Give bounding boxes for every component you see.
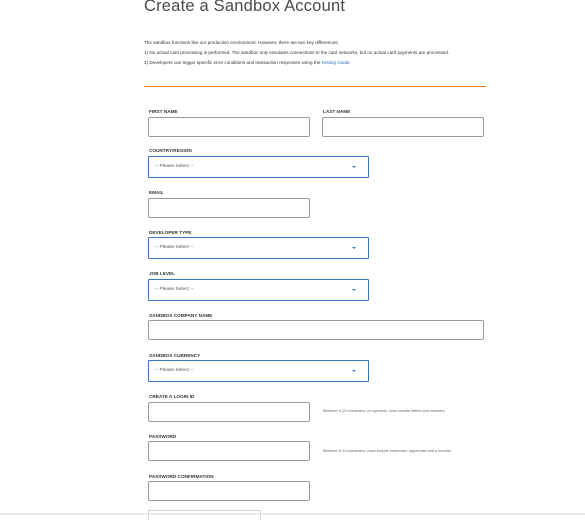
currency-label: SANDBOX CURRENCY: [149, 353, 201, 358]
intro-text: [144, 40, 486, 69]
developer-type-select[interactable]: [148, 237, 369, 259]
password-confirm-label: PASSWORD CONFIRMATION: [149, 474, 214, 479]
chevron-down-icon: [352, 289, 356, 291]
company-name-label: SANDBOX COMPANY NAME: [149, 313, 213, 318]
testing-guide-link[interactable]: Testing Guide: [321, 59, 350, 65]
developer-type-select-value: -- Please Select --: [155, 245, 194, 250]
password-label: PASSWORD: [149, 434, 177, 439]
intro-point-2: [144, 60, 486, 66]
country-select-value: -- Please Select --: [155, 164, 194, 169]
last-name-input[interactable]: [322, 117, 484, 137]
first-name-label: FIRST NAME: [149, 109, 178, 114]
password-input[interactable]: [148, 441, 310, 461]
country-select[interactable]: [148, 156, 369, 178]
email-label: EMAIL: [149, 190, 164, 195]
intro-point-1: 1) No actual card processing is performed. The sandbox only simulates connections to the card networks, but no actual card payments are processed.: [144, 49, 450, 55]
currency-select[interactable]: [148, 360, 369, 382]
login-id-input[interactable]: [148, 402, 310, 422]
developer-type-label: DEVELOPER TYPE: [149, 230, 192, 235]
page-title: Create a Sandbox Account: [144, 0, 346, 15]
orange-divider: [144, 86, 486, 87]
chevron-down-icon: [352, 370, 356, 372]
company-name-input[interactable]: [148, 320, 484, 340]
intro-point-2-suffix: .: [349, 59, 351, 65]
chevron-down-icon: [352, 166, 356, 168]
login-id-hint: Between 6-20 characters, no symbols, must include letters and numbers.: [323, 409, 446, 413]
currency-select-value: -- Please Select --: [155, 368, 194, 373]
job-level-select[interactable]: [148, 279, 369, 301]
job-level-label: JOB LEVEL: [149, 271, 176, 276]
intro-point-2-prefix: 2) Developers can trigger specific error conditions and transaction responses using the: [144, 59, 322, 65]
login-id-label: CREATE A LOGIN ID: [149, 394, 195, 399]
email-input[interactable]: [148, 198, 310, 218]
password-confirm-input[interactable]: [148, 481, 310, 501]
password-hint: Between 8-16 characters, must include lowercase, uppercase and a number.: [323, 449, 453, 453]
intro-line: The sandbox functions like our production environment. However, there are two key differences:: [144, 40, 339, 45]
job-level-select-value: -- Please Select --: [155, 287, 194, 292]
last-name-label: LAST NAME: [323, 109, 351, 114]
chevron-down-icon: [352, 247, 356, 249]
country-label: COUNTRY/REGION: [149, 148, 192, 153]
next-field-partial[interactable]: [148, 510, 261, 520]
first-name-input[interactable]: [148, 117, 310, 137]
